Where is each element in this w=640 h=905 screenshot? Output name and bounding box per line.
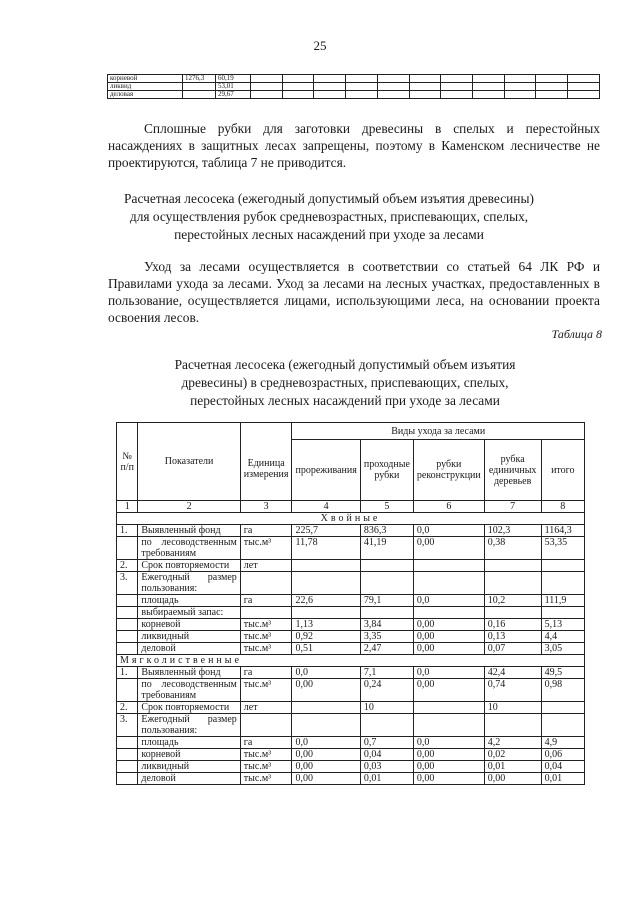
continued-table-empty-cell [377, 91, 409, 99]
table-row [117, 643, 585, 655]
continued-table-empty-cell [251, 75, 283, 83]
table-row [117, 679, 585, 702]
continued-table-empty-cell [473, 91, 505, 99]
row-value: 7,1 [360, 667, 413, 679]
table-row [117, 702, 585, 714]
table-row [117, 607, 585, 619]
table-row [117, 761, 585, 773]
row-label: по лесоводственным требованиям [138, 679, 240, 702]
table-8 [116, 422, 585, 785]
table-row [117, 525, 585, 537]
row-value: 0,00 [413, 631, 484, 643]
row-value [292, 714, 360, 737]
column-number: 5 [360, 501, 413, 513]
row-value [484, 572, 541, 595]
continued-table-empty-cell [473, 83, 505, 91]
continued-table-empty-cell [536, 91, 568, 99]
row-value: 1164,3 [541, 525, 584, 537]
row-value: 0,0 [413, 667, 484, 679]
row-number [117, 631, 138, 643]
section-title: Хвойные [117, 513, 585, 525]
continued-table-empty-cell [282, 83, 314, 91]
row-number [117, 595, 138, 607]
row-value [413, 560, 484, 572]
row-unit: лет [240, 702, 292, 714]
continued-table-empty-cell [536, 83, 568, 91]
row-value: 0,07 [484, 643, 541, 655]
page-number: 25 [313, 38, 327, 53]
row-value: 0,0 [292, 667, 360, 679]
column-number: 7 [484, 501, 541, 513]
row-value [541, 560, 584, 572]
header-thinning: прореживания [292, 440, 360, 501]
row-unit: тыс.м³ [240, 761, 292, 773]
continued-table-cell: ликвид [108, 83, 183, 91]
row-label: ликвидный [138, 631, 240, 643]
row-number [117, 679, 138, 702]
row-unit: тыс.м³ [240, 679, 292, 702]
row-value: 0,00 [484, 773, 541, 785]
column-number: 2 [138, 501, 240, 513]
row-number [117, 537, 138, 560]
header-num: № п/п [117, 423, 138, 501]
column-number: 4 [292, 501, 360, 513]
row-value: 0,0 [413, 595, 484, 607]
continued-table-empty-cell [536, 75, 568, 83]
row-label: корневой [138, 749, 240, 761]
table-row [117, 773, 585, 785]
continued-table-empty-cell [504, 83, 536, 91]
table-row [117, 595, 585, 607]
row-value: 0,00 [292, 773, 360, 785]
row-value: 0,00 [292, 679, 360, 702]
row-label: выбираемый запас: [138, 607, 240, 619]
continued-table-empty-cell [314, 75, 346, 83]
row-unit [240, 572, 292, 595]
header-care-types: Виды ухода за лесами [292, 423, 585, 440]
row-value: 0,00 [292, 761, 360, 773]
section-title: Мягколиственные [117, 655, 585, 667]
row-value: 0,24 [360, 679, 413, 702]
row-label: Срок повторяемости [138, 702, 240, 714]
continued-table-empty-cell [251, 83, 283, 91]
row-value: 42,4 [484, 667, 541, 679]
row-value: 2,47 [360, 643, 413, 655]
row-value: 0,03 [360, 761, 413, 773]
row-number [117, 737, 138, 749]
row-value [413, 702, 484, 714]
row-unit [240, 607, 292, 619]
row-value: 0,92 [292, 631, 360, 643]
row-value: 1,13 [292, 619, 360, 631]
column-number: 3 [240, 501, 292, 513]
row-unit: тыс.м³ [240, 619, 292, 631]
continued-table-empty-cell [377, 83, 409, 91]
section-row [117, 655, 585, 667]
row-unit: тыс.м³ [240, 631, 292, 643]
row-label: деловой [138, 773, 240, 785]
continued-table-empty-cell [346, 91, 378, 99]
continued-table-cell: 53,01 [216, 83, 251, 91]
row-value: 10,2 [484, 595, 541, 607]
row-value [484, 560, 541, 572]
row-value: 0,13 [484, 631, 541, 643]
table-row [117, 560, 585, 572]
row-value [292, 572, 360, 595]
row-value: 22,6 [292, 595, 360, 607]
continued-table-row [108, 91, 600, 99]
row-value: 0,00 [413, 749, 484, 761]
column-number: 8 [541, 501, 584, 513]
row-value: 0,02 [484, 749, 541, 761]
continued-table-empty-cell [568, 83, 600, 91]
row-value: 102,3 [484, 525, 541, 537]
table-row [117, 667, 585, 679]
row-unit: га [240, 525, 292, 537]
row-value: 0,16 [484, 619, 541, 631]
row-number [117, 619, 138, 631]
continued-table-empty-cell [346, 75, 378, 83]
row-value: 0,38 [484, 537, 541, 560]
continued-table-empty-cell [568, 75, 600, 83]
row-number: 1. [117, 525, 138, 537]
continued-table-empty-cell [473, 75, 505, 83]
header-total: итого [541, 440, 584, 501]
row-value: 0,00 [413, 643, 484, 655]
continued-table-empty-cell [441, 75, 473, 83]
row-number [117, 607, 138, 619]
row-value [413, 572, 484, 595]
row-value [360, 714, 413, 737]
row-value [413, 607, 484, 619]
row-value: 3,84 [360, 619, 413, 631]
continued-table [107, 74, 600, 99]
row-value: 0,7 [360, 737, 413, 749]
row-unit: тыс.м³ [240, 643, 292, 655]
row-value: 3,05 [541, 643, 584, 655]
heading-table8: Расчетная лесосека (ежегодный допустимый объем изъятия древесины) в средневозрастных, приспевающих, спелых, перестойных лесных насаждений при уходе за лесами [174, 357, 516, 408]
column-number: 1 [117, 501, 138, 513]
continued-table-empty-cell [409, 75, 441, 83]
row-value: 10 [360, 702, 413, 714]
continued-table-empty-cell [251, 91, 283, 99]
continued-table-empty-cell [282, 91, 314, 99]
continued-table-empty-cell [314, 83, 346, 91]
row-label: ликвидный [138, 761, 240, 773]
continued-table-empty-cell [504, 91, 536, 99]
row-value: 3,35 [360, 631, 413, 643]
row-unit: га [240, 667, 292, 679]
row-value: 0,04 [541, 761, 584, 773]
row-value: 0,01 [541, 773, 584, 785]
continued-table-cell: корневой [108, 75, 183, 83]
row-value: 0,98 [541, 679, 584, 702]
continued-table-row [108, 75, 600, 83]
row-value: 0,00 [292, 749, 360, 761]
continued-table-empty-cell [441, 91, 473, 99]
row-label: площадь [138, 595, 240, 607]
continued-table-cell [183, 83, 216, 91]
row-value [484, 714, 541, 737]
row-value: 0,01 [360, 773, 413, 785]
row-value [541, 572, 584, 595]
continued-table-empty-cell [504, 75, 536, 83]
row-label: Ежегодный размер пользования: [138, 572, 240, 595]
row-value: 0,00 [413, 619, 484, 631]
row-value: 4,4 [541, 631, 584, 643]
row-unit: лет [240, 560, 292, 572]
table-row [117, 749, 585, 761]
row-number [117, 761, 138, 773]
row-value [292, 702, 360, 714]
continued-table-cell [183, 91, 216, 99]
continued-table-empty-cell [377, 75, 409, 83]
row-value: 225,7 [292, 525, 360, 537]
continued-table-row [108, 83, 600, 91]
table-caption: Таблица 8 [551, 327, 602, 341]
continued-table-cell: деловая [108, 91, 183, 99]
row-value [484, 607, 541, 619]
row-unit: тыс.м³ [240, 773, 292, 785]
row-number: 3. [117, 572, 138, 595]
row-value: 10 [484, 702, 541, 714]
row-value: 0,51 [292, 643, 360, 655]
paragraph-clearcut: Сплошные рубки для заготовки древесины в спелых и перестойных насаждениях в защитных лесах запрещены, поэтому в Каменском лесничестве не проектируются, таблица 7 не приводится. [108, 121, 600, 170]
row-value: 0,0 [413, 737, 484, 749]
row-label: корневой [138, 619, 240, 631]
row-number: 2. [117, 702, 138, 714]
row-unit: га [240, 737, 292, 749]
continued-table-empty-cell [314, 91, 346, 99]
table-row [117, 572, 585, 595]
row-label: Ежегодный размер пользования: [138, 714, 240, 737]
row-label: Срок повторяемости [138, 560, 240, 572]
header-single-tree: рубка единичных деревьев [484, 440, 541, 501]
row-value: 11,78 [292, 537, 360, 560]
table-row [117, 619, 585, 631]
table-row [117, 714, 585, 737]
row-label: площадь [138, 737, 240, 749]
row-value: 0,01 [484, 761, 541, 773]
row-value: 0,00 [413, 773, 484, 785]
row-number [117, 773, 138, 785]
row-value: 0,00 [413, 537, 484, 560]
row-label: по лесоводственным требованиям [138, 537, 240, 560]
header-passage-cuts: проходные рубки [360, 440, 413, 501]
row-value: 0,06 [541, 749, 584, 761]
row-value [292, 607, 360, 619]
row-value [360, 607, 413, 619]
row-value [541, 714, 584, 737]
column-number: 6 [413, 501, 484, 513]
continued-table-empty-cell [441, 83, 473, 91]
continued-table-empty-cell [409, 83, 441, 91]
row-label: Выявленный фонд [138, 525, 240, 537]
row-value [292, 560, 360, 572]
row-value [413, 714, 484, 737]
row-unit [240, 714, 292, 737]
row-value [541, 607, 584, 619]
header-unit: Единица измерения [240, 423, 292, 501]
row-value: 0,00 [413, 761, 484, 773]
continued-table-cell: 29,67 [216, 91, 251, 99]
row-value [360, 560, 413, 572]
row-value: 111,9 [541, 595, 584, 607]
row-value [360, 572, 413, 595]
continued-table-empty-cell [568, 91, 600, 99]
row-label: Выявленный фонд [138, 667, 240, 679]
table-row [117, 537, 585, 560]
heading-allowable-cut: Расчетная лесосека (ежегодный допустимый объем изъятия древесины) для осуществления рубок средневозрастных, приспевающих, спелых, перестойных лесных насаждений при уходе за лесами [124, 191, 534, 242]
paragraph-forest-care: Уход за лесами осуществляется в соответствии со статьей 64 ЛК РФ и Правилами ухода за лесами. Уход за лесами на лесных участках, предоставленных в пользование, осуществляется лицами, использующими леса, на основании проекта освоения лесов. [108, 259, 600, 325]
row-unit: тыс.м³ [240, 537, 292, 560]
row-value: 49,5 [541, 667, 584, 679]
header-reconstruction: рубки реконструкции [413, 440, 484, 501]
row-value: 0,0 [292, 737, 360, 749]
row-value: 5,13 [541, 619, 584, 631]
row-value: 53,35 [541, 537, 584, 560]
row-value: 836,3 [360, 525, 413, 537]
row-value: 0,00 [413, 679, 484, 702]
row-number: 3. [117, 714, 138, 737]
row-value: 41,19 [360, 537, 413, 560]
row-unit: га [240, 595, 292, 607]
continued-table-empty-cell [346, 83, 378, 91]
row-value: 4,9 [541, 737, 584, 749]
row-number: 1. [117, 667, 138, 679]
table-row [117, 737, 585, 749]
row-value: 0,04 [360, 749, 413, 761]
row-value: 0,0 [413, 525, 484, 537]
row-number: 2. [117, 560, 138, 572]
row-value: 79,1 [360, 595, 413, 607]
row-value: 0,74 [484, 679, 541, 702]
row-unit: тыс.м³ [240, 749, 292, 761]
row-value: 4,2 [484, 737, 541, 749]
section-row [117, 513, 585, 525]
row-label: деловой [138, 643, 240, 655]
continued-table-empty-cell [282, 75, 314, 83]
continued-table-empty-cell [409, 91, 441, 99]
table-row [117, 631, 585, 643]
continued-table-cell: 1276,3 [183, 75, 216, 83]
row-number [117, 643, 138, 655]
row-value [541, 702, 584, 714]
continued-table-cell: 60,19 [216, 75, 251, 83]
header-indicator: Показатели [138, 423, 240, 501]
row-number [117, 749, 138, 761]
